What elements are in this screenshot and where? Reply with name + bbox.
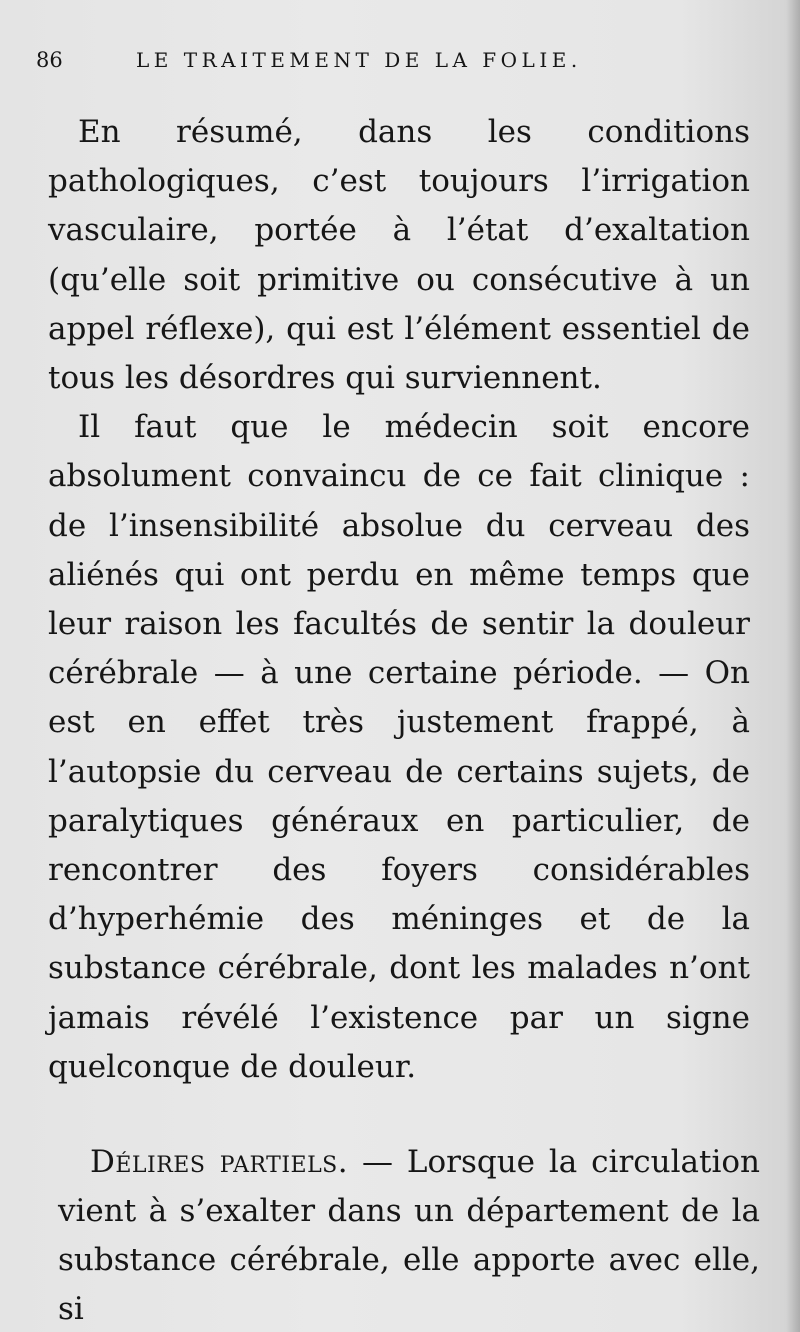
section-paragraph: [58, 1138, 760, 1332]
section-text: Lorsque la circulation vient à s’exalter dans un département de la substance cérébrale, elle apporte avec elle, si: [58, 1144, 760, 1327]
section-delires-partiels: [58, 1138, 760, 1332]
running-title: LE TRAITEMENT DE LA FOLIE.: [136, 48, 582, 72]
section-dash: —: [348, 1144, 407, 1180]
main-text: [48, 108, 750, 1092]
running-header: [36, 42, 766, 76]
paragraph-resume: En résumé, dans les conditions pathologiques, c’est toujours l’irrigation vasculaire, portée à l’état d’exaltation (qu’elle soit primitive ou consécutive à un appel réflexe), qui est l’élément essentiel de tous les désordres qui surviennent.: [48, 114, 750, 397]
page-number: 86: [36, 48, 63, 72]
paragraph-insensibilite: Il faut que le médecin soit encore absolument convaincu de ce fait clinique : de l’insensibilité absolue du cerveau des aliénés qui ont perdu en même temps que leur raison les facultés de sentir la douleur cérébrale — à une certaine période. — On est en effet très justement frappé, à l’autopsie du cerveau de certains sujets, de paralytiques généraux en particulier, de rencontrer des foyers considérables d’hyperhémie des méninges et de la substance cérébrale, dont les malades n’ont jamais révélé l’existence par un signe quelconque de douleur.: [48, 409, 750, 1085]
section-heading: Délires partiels.: [90, 1144, 349, 1180]
